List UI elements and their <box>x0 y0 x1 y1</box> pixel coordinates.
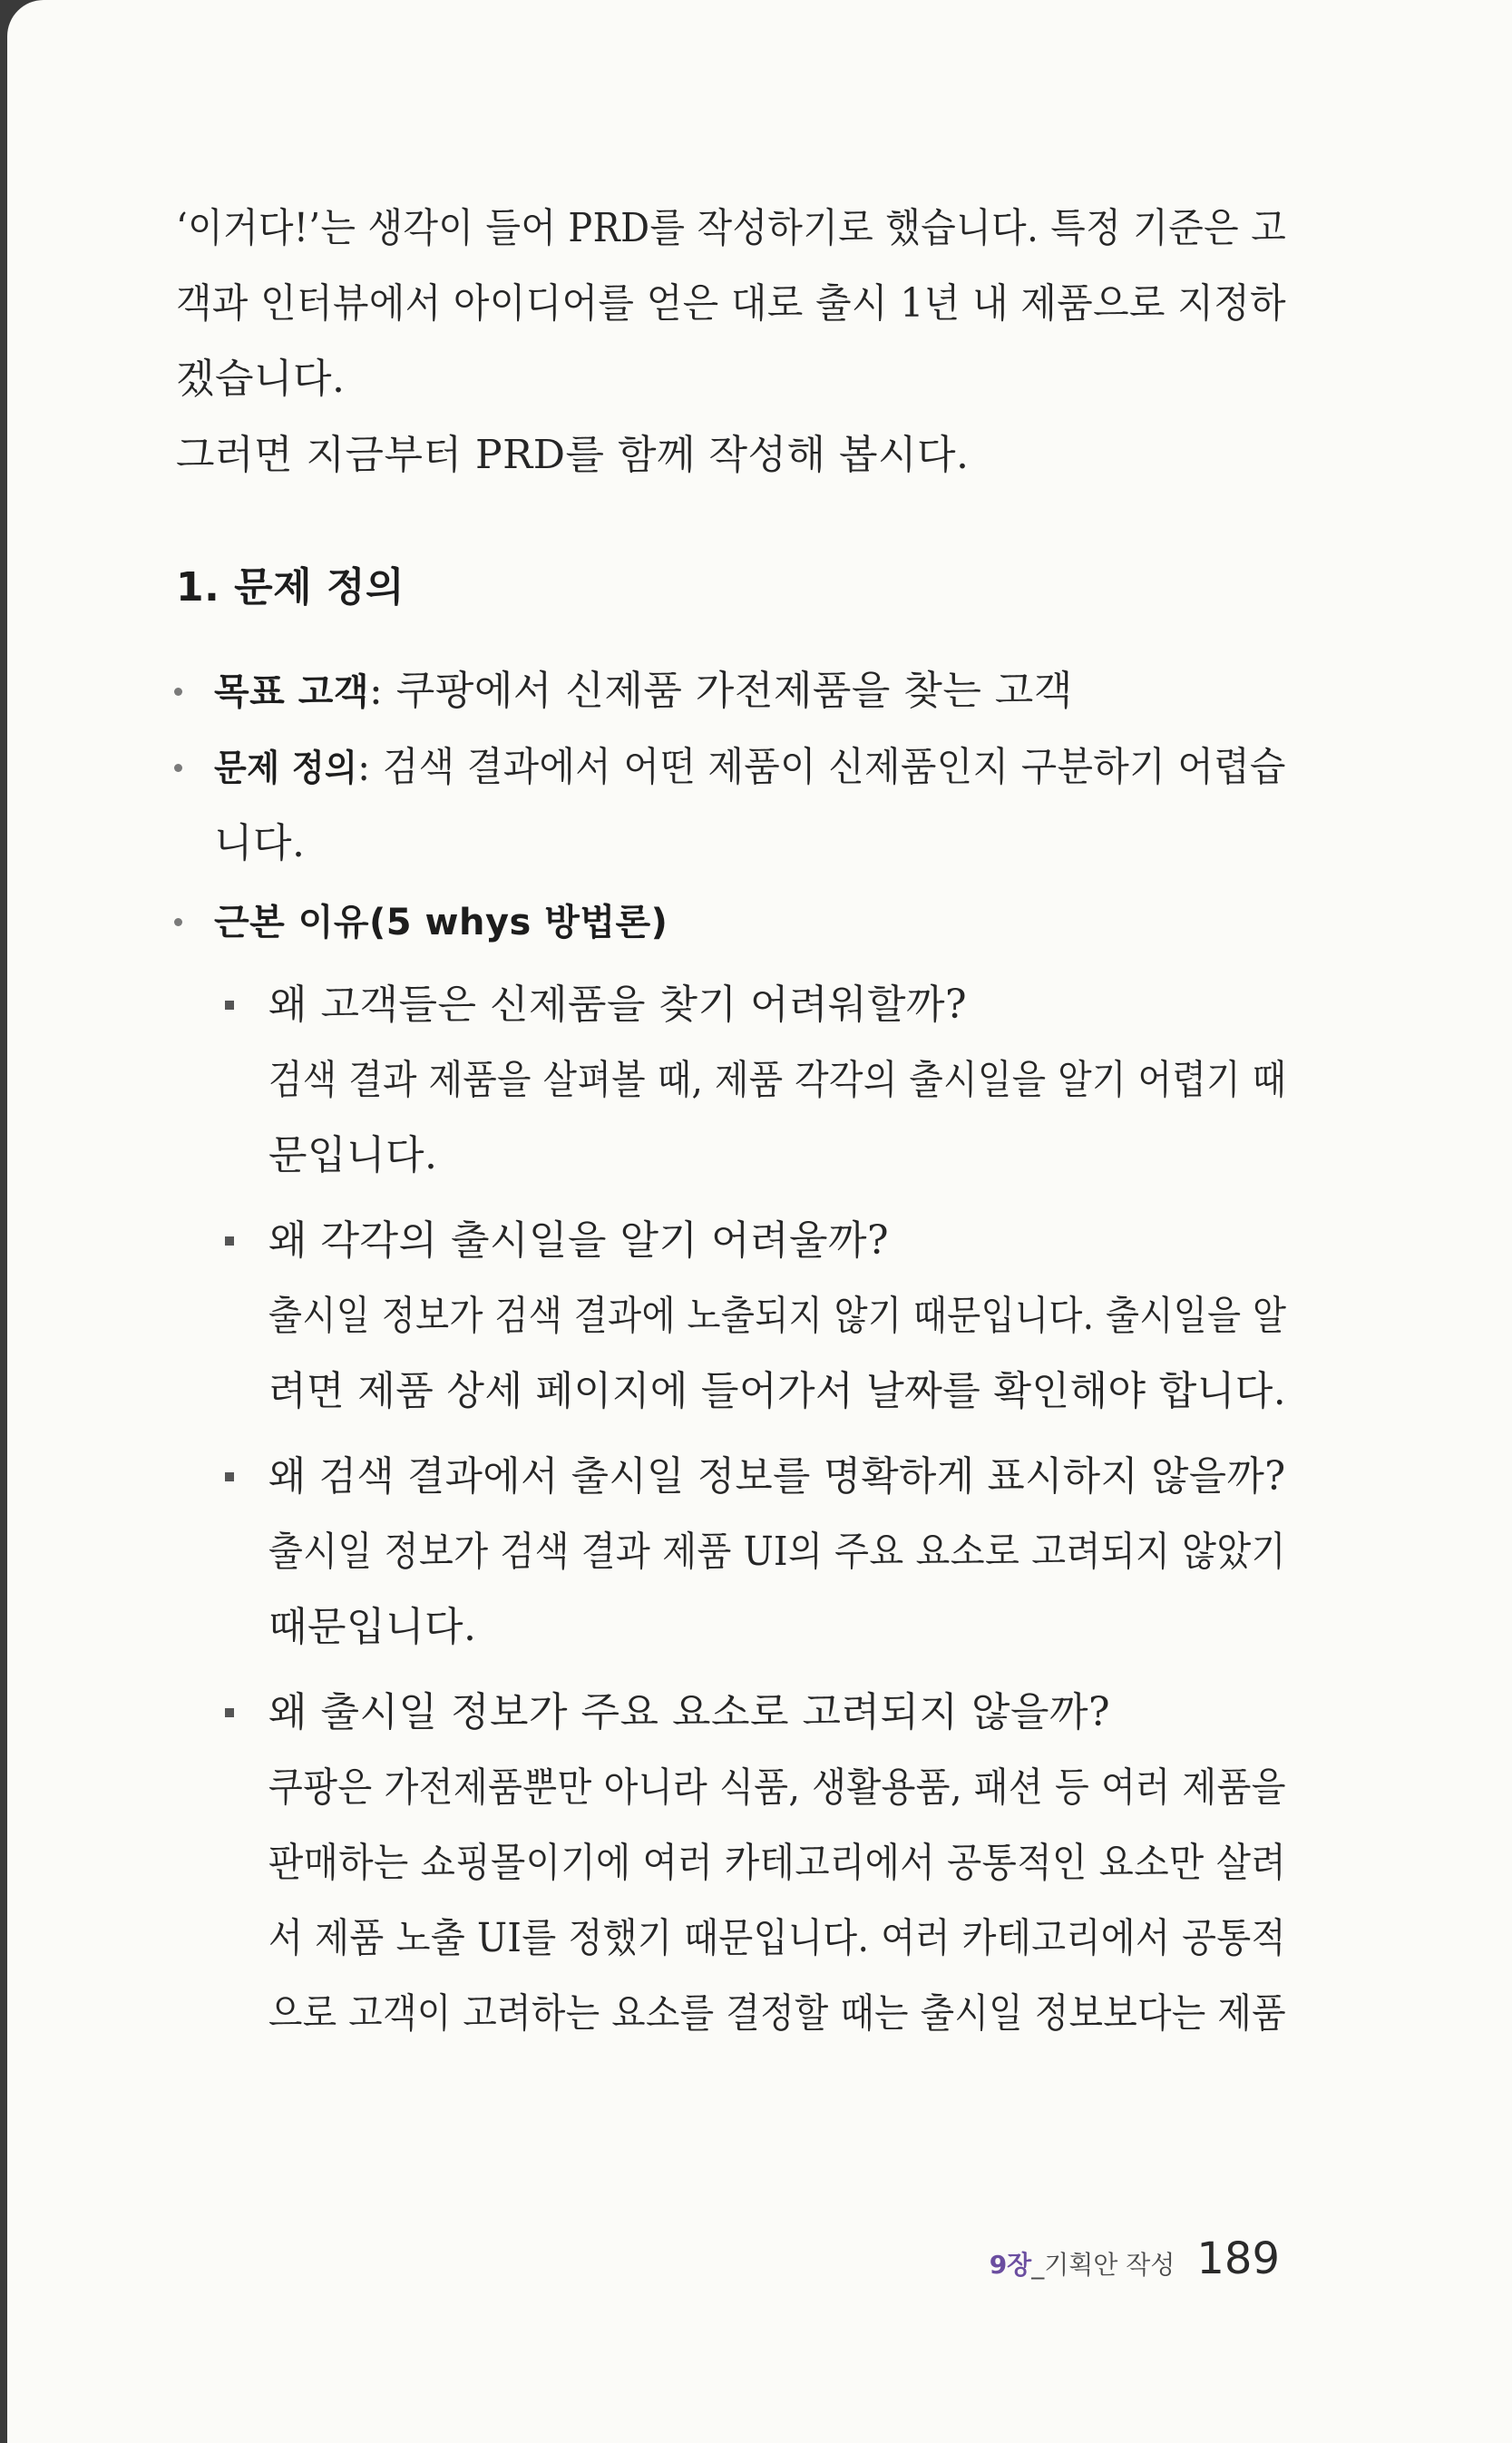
intro-line-3: 겠습니다. <box>176 356 346 402</box>
why-answer-2-line-2: 려면 제품 상세 페이지에 들어가서 날짜를 확인해야 합니다. <box>268 1368 1286 1414</box>
bullet-target-label: 목표 고객 <box>214 671 369 713</box>
bullet-target-text: : 쿠팡에서 신제품 가전제품을 찾는 고객 <box>369 668 1073 714</box>
bullet-problem <box>214 740 1286 796</box>
bullet-root-cause-label: 근본 이유(5 whys 방법론) <box>214 902 668 943</box>
why-answer-1-line-1: 검색 결과 제품을 살펴볼 때, 제품 각각의 출시일을 알기 어렵기 때 <box>268 1057 1287 1103</box>
bullet-problem-line-2: 니다. <box>214 820 306 866</box>
why-answer-4-line-4: 으로 고객이 고려하는 요소를 결정할 때는 출시일 정보보다는 제품 <box>268 1990 1286 2037</box>
square-bullet-icon <box>225 1236 234 1246</box>
why-question-2: 왜 각각의 출시일을 알기 어려울까? <box>268 1217 890 1264</box>
why-answer-4-line-1: 쿠팡은 가전제품뿐만 아니라 식품, 생활용품, 패션 등 여러 제품을 <box>268 1764 1286 1811</box>
why-question-3: 왜 검색 결과에서 출시일 정보를 명확하게 표시하지 않을까? <box>268 1453 1286 1500</box>
bullet-target <box>214 664 1073 719</box>
square-bullet-icon <box>225 1708 234 1717</box>
square-bullet-icon <box>225 1001 234 1010</box>
section-heading: 1. 문제 정의 <box>176 564 405 611</box>
book-page <box>7 0 1512 2443</box>
bullet-problem-label: 문제 정의 <box>214 748 358 789</box>
why-answer-3-line-1: 출시일 정보가 검색 결과 제품 UI의 주요 요소로 고려되지 않았기 <box>268 1529 1286 1575</box>
why-answer-4-line-3: 서 제품 노출 UI를 정했기 때문입니다. 여러 카테고리에서 공통적 <box>268 1915 1286 1961</box>
bullet-dot-icon <box>174 688 182 696</box>
intro-line-2: 객과 인터뷰에서 아이디어를 얻은 대로 출시 1년 내 제품으로 지정하 <box>176 280 1286 327</box>
bullet-dot-icon <box>174 918 182 926</box>
why-question-4: 왜 출시일 정보가 주요 요소로 고려되지 않을까? <box>268 1689 1111 1735</box>
why-question-1: 왜 고객들은 신제품을 찾기 어려워할까? <box>268 982 968 1028</box>
intro-line-1: ‘이거다!’는 생각이 들어 PRD를 작성하기로 했습니다. 특정 기준은 고 <box>176 205 1287 251</box>
why-answer-3-line-2: 때문입니다. <box>268 1604 477 1650</box>
chapter-title: _기획안 작성 <box>1031 2250 1175 2280</box>
chapter-number: 9장 <box>989 2250 1032 2280</box>
intro-line-4: 그러면 지금부터 PRD를 함께 작성해 봅시다. <box>176 432 970 478</box>
page-number: 189 <box>1196 2233 1280 2284</box>
bullet-problem-text: : 검색 결과에서 어떤 제품이 신제품인지 구분하기 어렵습 <box>357 744 1286 790</box>
why-answer-4-line-2: 판매하는 쇼핑몰이기에 여러 카테고리에서 공통적인 요소만 살려 <box>268 1840 1287 1886</box>
square-bullet-icon <box>225 1472 234 1481</box>
bullet-root-cause <box>214 894 668 950</box>
bullet-dot-icon <box>174 764 182 772</box>
why-answer-2-line-1: 출시일 정보가 검색 결과에 노출되지 않기 때문입니다. 출시일을 알 <box>268 1293 1287 1339</box>
page-footer <box>990 2233 1280 2284</box>
why-answer-1-line-2: 문입니다. <box>268 1132 438 1178</box>
chapter-label <box>990 2245 1175 2282</box>
